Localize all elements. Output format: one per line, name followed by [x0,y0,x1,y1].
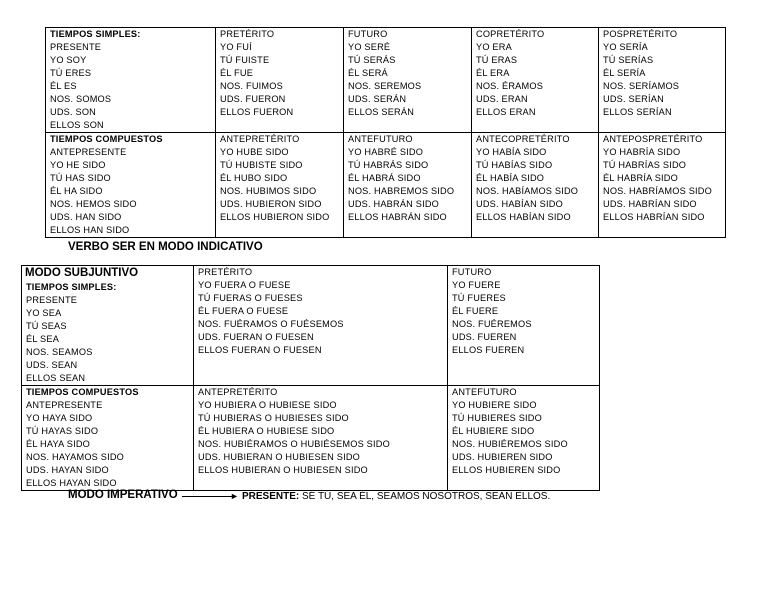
indicativo-caption: VERBO SER EN MODO INDICATIVO [68,241,263,253]
conjugation-line: ELLOS SERÍAN [603,107,672,117]
conjugation-line: ÉL FUERA O FUESE [198,306,289,316]
subjuntivo-table [21,265,600,491]
conjugation-line: UDS. SEAN [26,360,78,370]
arrow-line [182,496,234,497]
subjuntivo-simple-row [22,266,600,386]
conjugation-line: ELLOS FUEREN [452,345,525,355]
indicativo-cell [344,133,472,238]
conjugation-line: YO FUÍ [220,42,252,52]
arrow-right-icon: ► [230,491,239,501]
conjugation-line: UDS. FUERON [220,94,286,104]
section-heading: TIEMPOS COMPUESTOS [26,387,139,397]
conjugation-line: ELLOS HUBIERON SIDO [220,212,330,222]
conjugation-line: YO HABRÉ SIDO [348,147,424,157]
conjugation-line: ÉL HABRÁ SIDO [348,173,421,183]
tense-heading: ANTECOPRETÉRITO [476,134,570,144]
conjugation-line: ELLOS SERÁN [348,107,415,117]
conjugation-line: UDS. FUEREN [452,332,517,342]
conjugation-line: YO HABÍA SIDO [476,147,547,157]
conjugation-line: UDS. HABÍAN SIDO [476,199,563,209]
conjugation-line: NOS. HUBIMOS SIDO [220,186,317,196]
conjugation-line: TÚ HABRÍAS SIDO [603,160,687,170]
conjugation-line: YO HUBIERA O HUBIESE SIDO [198,400,337,410]
conjugation-line: YO HABRÍA SIDO [603,147,681,157]
conjugation-line: ÉL ES [50,81,77,91]
conjugation-line: TÚ ERAS [476,55,518,65]
conjugation-line: NOS. HABÍAMOS SIDO [476,186,579,196]
conjugation-line: TÚ HABÍAS SIDO [476,160,553,170]
conjugation-line: YO SEA [26,308,62,318]
conjugation-line: ELLOS HAYAN SIDO [26,478,117,488]
conjugation-line: NOS. HUBIÉREMOS SIDO [452,439,568,449]
conjugation-line: UDS. SON [50,107,97,117]
conjugation-line: YO HUBIERE SIDO [452,400,537,410]
indicativo-cell [46,28,216,133]
section-heading: TIEMPOS SIMPLES: [26,282,117,292]
tense-heading: PRETÉRITO [220,29,275,39]
conjugation-line: TÚ FUERES [452,293,506,303]
conjugation-line: UDS. HABRÁN SIDO [348,199,440,209]
tense-heading: ANTEFUTURO [452,387,517,397]
subjuntivo-cell [448,386,600,491]
conjugation-line: UDS. HAN SIDO [50,212,122,222]
conjugation-line: ÉL HA SIDO [50,186,103,196]
conjugation-line: ELLOS SON [50,120,104,130]
conjugation-line: ÉL SERÁ [348,68,388,78]
conjugation-line: TÚ HABRÁS SIDO [348,160,429,170]
conjugation-line: ÉL ERA [476,68,510,78]
conjugation-line: YO HAYA SIDO [26,413,93,423]
conjugation-line: NOS. FUIMOS [220,81,283,91]
conjugation-line: UDS. HABRÍAN SIDO [603,199,697,209]
conjugation-line: YO ERA [476,42,512,52]
conjugation-line: ÉL FUERE [452,306,499,316]
subjuntivo-cell-lines [22,281,193,385]
conjugation-line: UDS. HAYAN SIDO [26,465,109,475]
conjugation-line: ÉL FUE [220,68,254,78]
conjugation-line: UDS. SERÍAN [603,94,664,104]
conjugation-line: YO SOY [50,55,87,65]
conjugation-line: YO HE SIDO [50,160,106,170]
conjugation-line: ÉL SEA [26,334,60,344]
section-heading: TIEMPOS SIMPLES: [50,29,141,39]
conjugation-line: TÚ FUERAS O FUESES [198,293,303,303]
indicativo-cell [599,28,726,133]
conjugation-line: YO FUERE [452,280,501,290]
imperativo-presente-text: SÉ TÚ, SEA ÉL, SEAMOS NOSOTROS, SEAN ELLOS. [299,491,551,502]
subjuntivo-caption: MODO SUBJUNTIVO [25,267,139,279]
conjugation-line: YO SERÉ [348,42,391,52]
conjugation-line: UDS. HUBIEREN SIDO [452,452,553,462]
conjugation-line: ELLOS HABRÍAN SIDO [603,212,705,222]
indicativo-compound-row [46,133,726,238]
conjugation-line: UDS. SERÁN [348,94,407,104]
conjugation-line: ANTEPRESENTE [50,147,127,157]
conjugation-line: TÚ HUBIERAS O HUBIESES SIDO [198,413,349,423]
tense-heading: FUTURO [348,29,388,39]
conjugation-line: TÚ HUBIERES SIDO [452,413,542,423]
imperativo-title-text: MODO IMPERATIVO [68,489,178,501]
conjugation-line: TÚ SERÍAS [603,55,654,65]
subjuntivo-compound-row [22,386,600,491]
conjugation-line: NOS. HUBIÉRAMOS O HUBIÉSEMOS SIDO [198,439,390,449]
conjugation-line: NOS. FUÉREMOS [452,319,532,329]
indicativo-simple-row [46,28,726,133]
subjuntivo-cell [22,266,194,386]
conjugation-line: ÉL HUBO SIDO [220,173,288,183]
conjugation-line: ELLOS HUBIEREN SIDO [452,465,561,475]
conjugation-line: NOS. SEAMOS [26,347,93,357]
imperativo-presente [242,491,550,502]
tense-heading: ANTEFUTURO [348,134,413,144]
conjugation-line: UDS. HUBIERAN O HUBIESEN SIDO [198,452,361,462]
conjugation-line: TÚ HAS SIDO [50,173,111,183]
indicativo-cell [344,28,472,133]
indicativo-cell [472,28,599,133]
tense-heading: COPRETÉRITO [476,29,545,39]
conjugation-line: TÚ HUBISTE SIDO [220,160,303,170]
conjugation-line: ELLOS FUERON [220,107,294,117]
conjugation-line: ELLOS SEAN [26,373,86,383]
conjugation-line: NOS. HABREMOS SIDO [348,186,455,196]
conjugation-line: ÉL HABRÍA SIDO [603,173,678,183]
indicativo-cell [599,133,726,238]
subjuntivo-cell [194,386,448,491]
indicativo-table [45,27,726,238]
conjugation-line: PRESENTE [26,295,78,305]
conjugation-line: NOS. HAYAMOS SIDO [26,452,125,462]
conjugation-line: ELLOS HABRÁN SIDO [348,212,447,222]
tense-heading: POSPRETÉRITO [603,29,678,39]
conjugation-line: NOS. SEREMOS [348,81,422,91]
conjugation-line: ELLOS ERAN [476,107,536,117]
imperativo-presente-label: PRESENTE: [242,491,300,502]
conjugation-line: YO FUERA O FUESE [198,280,291,290]
conjugation-line: TÚ FUISTE [220,55,270,65]
tense-heading: ANTEPRETÉRITO [220,134,300,144]
conjugation-line: ELLOS HAN SIDO [50,225,130,235]
tense-heading: ANTEPRETÉRITO [198,387,278,397]
indicativo-cell [216,28,344,133]
subjuntivo-cell [194,266,448,386]
subjuntivo-cell [22,386,194,491]
conjugation-line: NOS. SERÍAMOS [603,81,680,91]
conjugation-line: YO HUBE SIDO [220,147,289,157]
conjugation-line: TÚ SEAS [26,321,67,331]
conjugation-line: ELLOS FUERAN O FUESEN [198,345,322,355]
conjugation-line: TÚ HAYAS SIDO [26,426,99,436]
conjugation-line: UDS. ERAN [476,94,528,104]
imperativo-title [68,489,178,501]
conjugation-line: ÉL SERÍA [603,68,646,78]
conjugation-line: ÉL HABÍA SIDO [476,173,545,183]
indicativo-cell [472,133,599,238]
conjugation-line: TÚ ERES [50,68,92,78]
conjugation-line: NOS. SOMOS [50,94,112,104]
conjugation-line: PRESENTE [50,42,102,52]
conjugation-line: ÉL HUBIERE SIDO [452,426,535,436]
indicativo-cell [46,133,216,238]
conjugation-line: ANTEPRESENTE [26,400,103,410]
conjugation-line: ÉL HAYA SIDO [26,439,91,449]
conjugation-line: ELLOS HABÍAN SIDO [476,212,571,222]
conjugation-line: ELLOS HUBIERAN O HUBIESEN SIDO [198,465,368,475]
conjugation-line: YO SERÍA [603,42,648,52]
conjugation-line: TÚ SERÁS [348,55,396,65]
section-heading: TIEMPOS COMPUESTOS [50,134,163,144]
conjugation-line: ÉL HUBIERA O HUBIESE SIDO [198,426,335,436]
tense-heading: PRETÉRITO [198,267,253,277]
conjugation-line: NOS. ÉRAMOS [476,81,544,91]
tense-heading: ANTEPOSPRETÉRITO [603,134,703,144]
conjugation-line: NOS. FUÉRAMOS O FUÉSEMOS [198,319,344,329]
conjugation-line: UDS. FUERAN O FUESEN [198,332,314,342]
conjugation-line: NOS. HEMOS SIDO [50,199,137,209]
conjugation-line: NOS. HABRÍAMOS SIDO [603,186,712,196]
indicativo-cell [216,133,344,238]
tense-heading: FUTURO [452,267,492,277]
subjuntivo-cell [448,266,600,386]
conjugation-line: UDS. HUBIERON SIDO [220,199,322,209]
